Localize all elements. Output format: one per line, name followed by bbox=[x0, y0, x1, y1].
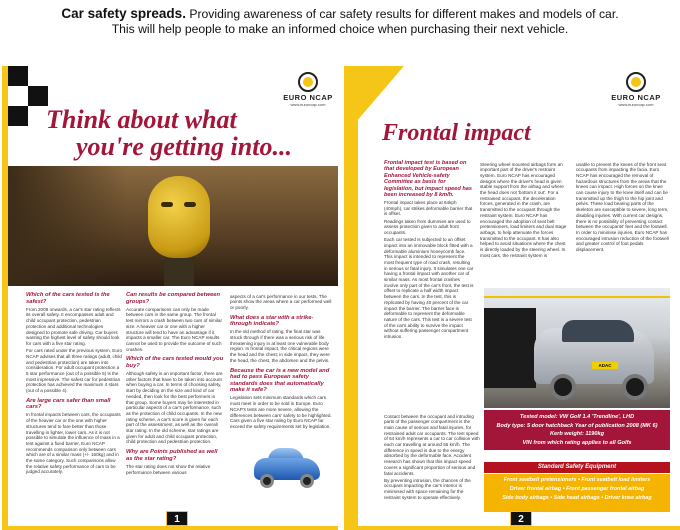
page-1-title bbox=[46, 106, 326, 160]
paragraph: Readings taken from dummies are used to assess protection given to adult front occupants. bbox=[384, 218, 471, 235]
equipment-line: Driver frontal airbag • Front passenger frontal airbag bbox=[509, 486, 645, 492]
safety-equipment-list bbox=[484, 474, 670, 512]
caption-line2: This will help people to make an informed choice when purchasing their next vehicle. bbox=[111, 22, 569, 36]
title-line-2: you're getting into... bbox=[76, 132, 292, 161]
paragraph: Frontal impact takes place at 64kph (40mph), car strikes deformable barrier that is offset. bbox=[384, 199, 473, 217]
euro-ncap-logo bbox=[278, 72, 338, 107]
page-2-column-1 bbox=[384, 160, 474, 340]
euro-ncap-logo bbox=[606, 72, 666, 107]
tested-model-box bbox=[484, 410, 670, 450]
page-2-column-2 bbox=[480, 160, 570, 258]
star-ring-logo-icon bbox=[626, 72, 646, 92]
paragraph: The star rating does not show the relative performance between various bbox=[126, 463, 211, 475]
logo-text: EURO NCAP bbox=[283, 93, 333, 102]
crash-plate-text: ADAC bbox=[598, 363, 612, 368]
paragraph: For cars rated under the previous system, Euro NCAP advises that all three ratings (adult, child and pedestrian protection) are taken into consideration. For adult occupant protection a 5 star performance (out of a possible 5) is the most impressive. The safest car for pedestrian protection has achieved the maximum 4 stars (out of a possible 4). bbox=[26, 348, 122, 394]
title-line-1: Think about what bbox=[46, 105, 237, 134]
paragraph: In the old method of rating, the final star was struck through if there was a serious risk of life threatening injury in at least one vulnerable body region. In frontal impact, the critical regions were the head and the chest; in side impact, they were the head, the chest, the abdomen and the pelvis. bbox=[230, 329, 330, 363]
footer-strip bbox=[8, 526, 338, 530]
page-number: 2 bbox=[510, 511, 532, 526]
logo-url: www.euroncap.com bbox=[290, 102, 326, 107]
paragraph: Steering wheel mounted airbags form an important part of the driver's restraint system. Euro NCAP has encouraged designs where the driver's head is given stable support from the airbag and where the head does not 'bottom it out'. For a restrained occupant, the deceleration forces, generated in the crash, are transmitted to the occupant through the restraint system. Euro NCAP has encouraged the adoption of seat belt pretensioners, load limiters and dual stage airbags, to help attenuate the forces transmitted to the occupant. It has also helped to avoid situations where the chest is directly loaded by the steering wheel. In most cars, the restraint system is bbox=[480, 161, 567, 258]
paragraph: Although safety is an important factor, there are other factors that have to be taken into account when buying a car. In terms of choosing safety, start by deciding on the size and kind of car needed, then look for the best performers in that group. Some buyers may be interested in particular aspects of a car's performance, such as the protection of child occupants. In the new rating scheme, a car's score is given for each part of the assessment, as well as the overall star rating. In the old scheme, star ratings are given for adult and child occupant protection, child protection and pedestrian protection. bbox=[126, 371, 223, 445]
kerb-weight-line: Kerb weight: 1190kg bbox=[550, 431, 604, 438]
star-ring-logo-icon bbox=[298, 72, 318, 92]
page-2 bbox=[344, 66, 680, 530]
subheading: Which of the cars tested would you buy? bbox=[126, 356, 224, 369]
page-1-column-1 bbox=[26, 292, 122, 475]
subheading: Why are Points published as well as the star rating? bbox=[126, 449, 218, 462]
paragraph: Contact between the occupant and intruding parts of the passenger compartment is the main cause of serious and fatal injuries, for restrained adult car occupants. The test speed of 64 km/h represents a car to car collision with each car travelling at around 55 km/h. The difference in speed is due to the energy absorbed by the deformable face. Accident research has shown that this impact speed covers a significant proportion of serious and fatal accidents. bbox=[384, 413, 480, 476]
subheading: Because the car is a new model and had to pass European safety standards does that automatically make it safe? bbox=[230, 367, 330, 394]
lead-paragraph: Frontal impact test is based on that developed by European Enhanced Vehicle-safety Committee as basis for legislation, but impact speed has been increased by 8 km/h. bbox=[384, 160, 472, 199]
paragraph: aspects of a car's performance in our tests. The points show the areas where a car performed well or poorly. bbox=[230, 293, 332, 310]
page-2-column-3 bbox=[576, 160, 670, 253]
logo-text: EURO NCAP bbox=[611, 93, 661, 102]
subheading: Are large cars safer than small cars? bbox=[26, 397, 111, 411]
equipment-line: Side body airbags • Side head airbags • Driver knee airbag bbox=[502, 495, 652, 501]
blue-car-image bbox=[252, 442, 322, 490]
paragraph: From 2009 onwards, a car's star rating reflects its overall safety. It encompasses adult and child occupant protection, pedestrian protection and additional technologies designed to promote safe driving. Car buyers wanting the highest level of safety should look for cars with a five star rating. bbox=[26, 306, 121, 346]
paragraph: In frontal impacts between cars, the occupants of the heavier car or the one with higher structures tend to fare better than those travelling in lighter, lower cars. As it is not possible to simulate the influence of mass in a test against a fixed barrier, Euro NCAP recommends comparison only between cars which are of a similar mass (+/- 150kg) and in the same category. Such comparisons allow the relative safety performance of cars to be judged accurately. bbox=[26, 412, 121, 475]
tested-model-line: Tested model: VW Golf 1.4 'Trendline', LHD bbox=[519, 414, 635, 420]
safety-equipment-heading: Standard Safety Equipment bbox=[484, 462, 670, 473]
page-number: 1 bbox=[166, 511, 188, 526]
caption-line1: Providing awareness of car safety results for different makes and models of car. bbox=[189, 7, 619, 21]
paragraph: Each car tested is subjected to an offset impact into an immovable block fitted with a deformable aluminium honeycomb face. This impact is intended to represent the most frequent type of road crash, resulting in serious or fatal injury. It simulates one car having a frontal impact with another car of similar mass. As most frontal crashes involve only part of the car's front, the test is offset to replicate a half width impact between the cars. In the test, this is replicated by having 40 percent of the car impact the barrier. The barrier face is deformable to represent the deformable nature of the cars. This test is a severe test of the car's ability to survive the impact without suffering passenger compartment intrusion. bbox=[384, 237, 474, 340]
paragraph: unable to prevent the knees of the front seat occupants from impacting the facia. Euro NCAP has encouraged the removal of hazardous structures from the areas that the knees can impact. High forces on the knee can cause injury to the knee itself and can be transmitted up the thigh to the hip joint and pelvis. These load bearing parts of the skeleton are susceptible to severe, long term, disabling injuries. With current car designs, there is no possibility of preventing contact between the occupants' feet and the footwell. In order to minimise injuries, Euro NCAP has encouraged intrusion reduction of the footwell and greater control of foot pedals displacement. bbox=[576, 161, 669, 253]
paragraph: By preventing intrusion, the chances of the occupant impacting the car's interior is minimised with space remaining for the restraint system to operate effectively. bbox=[384, 477, 471, 500]
page-2-column-1-continued bbox=[384, 412, 480, 501]
footer-strip bbox=[344, 526, 680, 530]
subheading: What does a star with a strike-through indicate? bbox=[230, 314, 314, 328]
logo-url: www.euroncap.com bbox=[618, 102, 654, 107]
subheading: Which of the cars tested is the safest? bbox=[26, 292, 110, 305]
vin-line: VIN from which rating applies to all Golfs bbox=[522, 439, 632, 446]
checker-pattern bbox=[8, 66, 48, 126]
page-1-column-2 bbox=[126, 292, 224, 475]
page-2-title: Frontal impact bbox=[382, 120, 531, 146]
subheading: Can results be compared between groups? bbox=[126, 292, 221, 305]
body-type-line: Body type: 5 door hatchback Year of publication 2008 (MK 6) bbox=[496, 422, 658, 429]
crash-dummy-photo bbox=[8, 166, 338, 286]
paragraph: Legislation sets minimum standards which cars must meet in order to be sold in Europe. Euro NCAP's tests are more severe, allowing the differences between cars' safety to be highlighted. Cars given a five star rating by Euro NCAP far exceed the safety requirements set by legislation. bbox=[230, 395, 332, 429]
page-1-column-3 bbox=[230, 292, 332, 430]
page-1 bbox=[2, 66, 338, 530]
frontal-crash-photo bbox=[484, 288, 670, 408]
caption-lead: Car safety spreads. bbox=[61, 6, 186, 21]
equipment-line: Front seatbelt pretensioners • Front seatbelt load limiters bbox=[503, 477, 651, 483]
caption bbox=[0, 6, 680, 37]
paragraph: Accurate comparisons can only be made between cars in the same group. The frontal test mirrors a crash between two cars of similar size. A heavier car or one with a higher structure will tend to have an advantage if it impacts a smaller car. The Euro NCAP results cannot be used to provide the outcome of such crashes. bbox=[126, 306, 222, 352]
